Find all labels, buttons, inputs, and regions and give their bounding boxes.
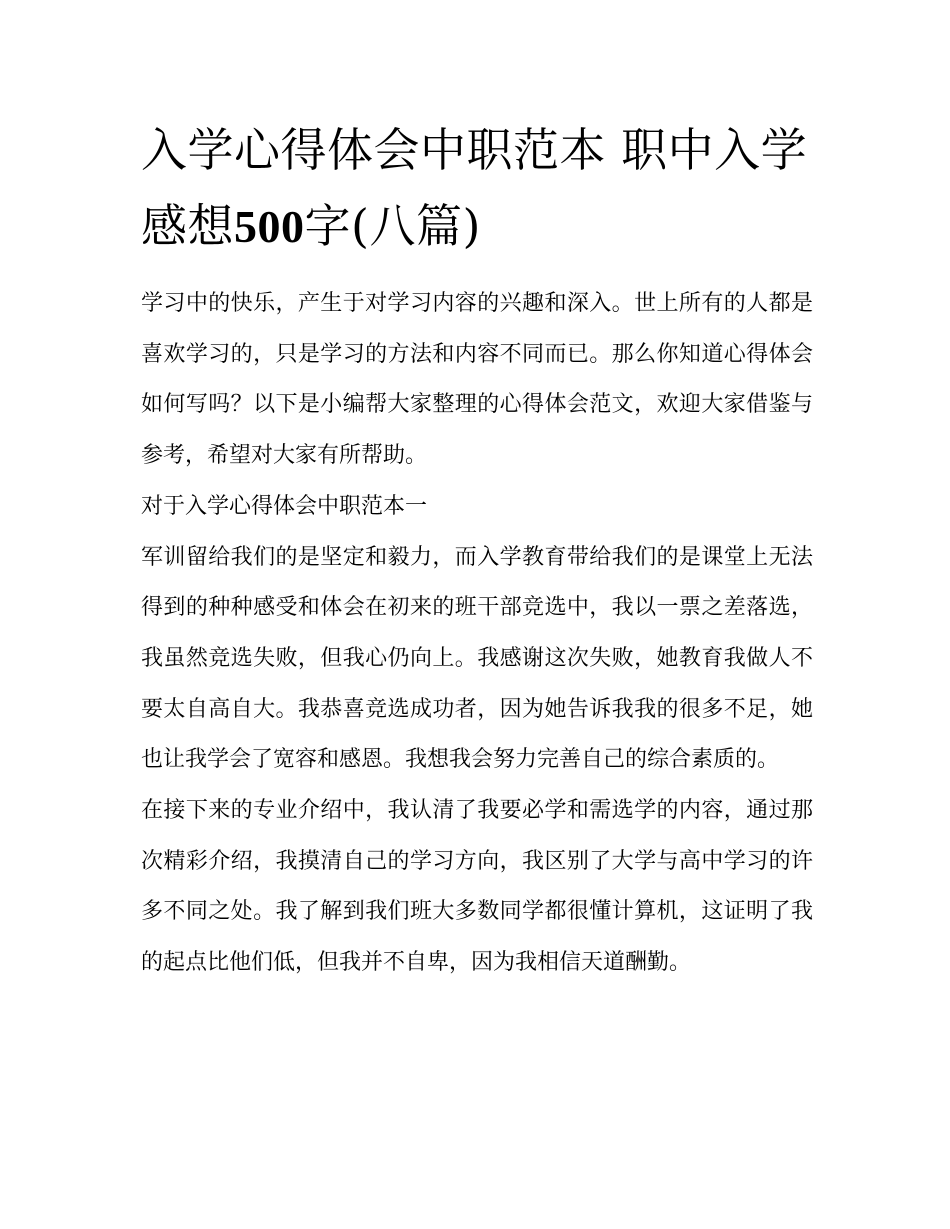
document-content: [141, 279, 813, 989]
intro-paragraph: 学习中的快乐，产生于对学习内容的兴趣和深入。世上所有的人都是喜欢学习的，只是学习的方法和内容不同而已。那么你知道心得体会如何写吗？以下是小编帮大家整理的心得体会范文，欢迎大家借鉴与参考，希望对大家有所帮助。: [141, 291, 813, 469]
document-title: [141, 112, 813, 265]
body-paragraph: 在接下来的专业介绍中，我认清了我要必学和需选学的内容，通过那次精彩介绍，我摸清自己的学习方向，我区别了大学与高中学习的许多不同之处。我了解到我们班大多数同学都很懂计算机，这证明了我的起点比他们低，但我并不自卑，因为我相信天道酬勤。: [141, 798, 813, 976]
title-suffix: 字(八篇): [304, 199, 481, 253]
document-body: [141, 112, 813, 989]
title-text: 入学心得体会中职范本 职中入学感想: [141, 123, 808, 253]
section-heading: 对于入学心得体会中职范本一: [141, 493, 428, 519]
title-number: 500: [234, 201, 305, 252]
body-paragraph: 军训留给我们的是坚定和毅力，而入学教育带给我们的是课堂上无法得到的种种感受和体会在初来的班干部竞选中，我以一票之差落选，我虽然竞选失败，但我心仍向上。我感谢这次失败，她教育我做人不要太自高自大。我恭喜竞选成功者，因为她告诉我我的很多不足，她也让我学会了宽容和感恩。我想我会努力完善自己的综合素质的。: [141, 544, 813, 773]
